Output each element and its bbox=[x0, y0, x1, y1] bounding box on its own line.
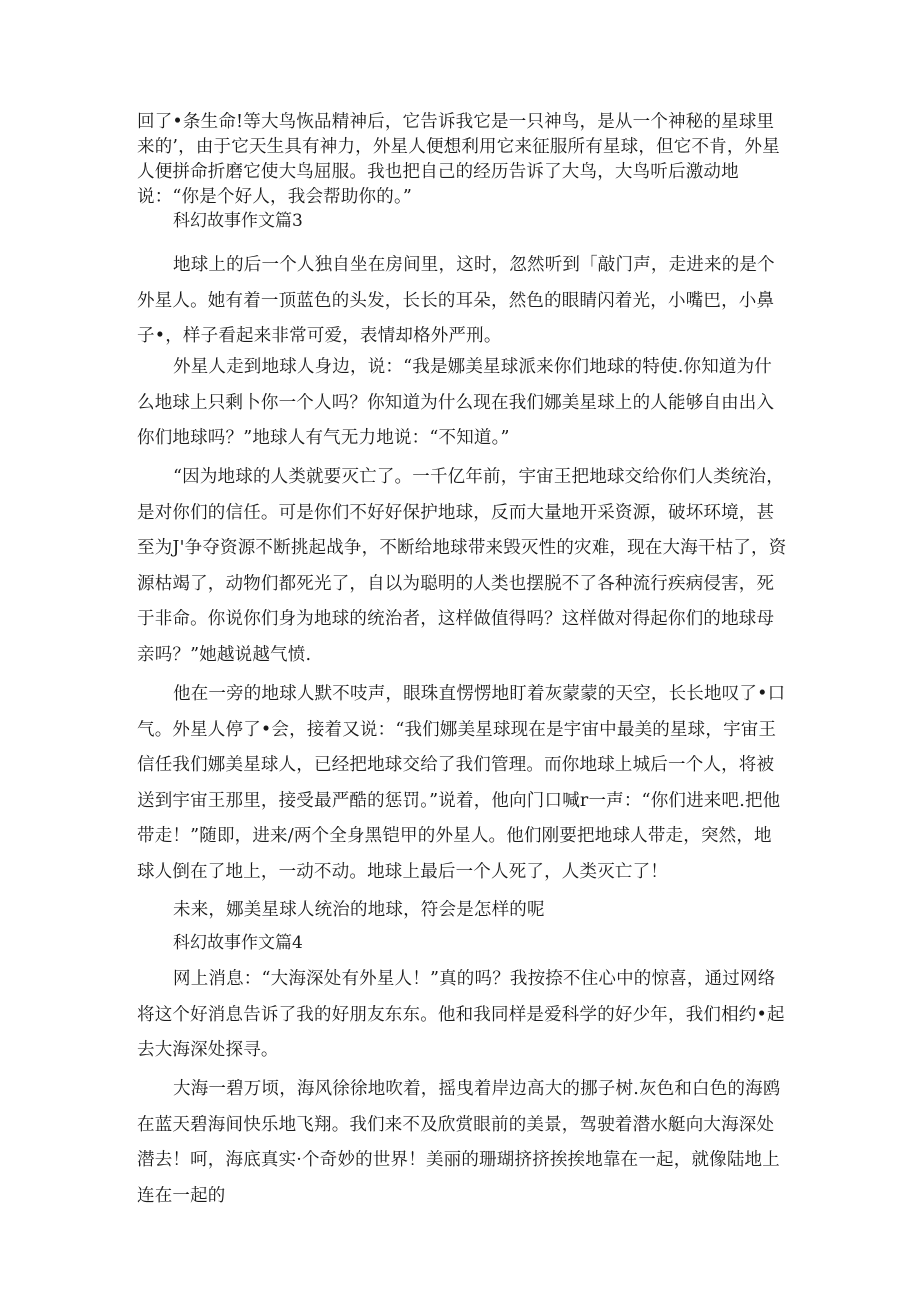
paragraph-ocean-dive: 大海一碧万顷，海风徐徐地吹着，摇曳着岸边高大的挪子树.灰色和白色的海鸥在蓝天碧海间快乐地飞翔。我们来不及欣赏眼前的美景，驾驶着潜水艇向大海深处潜去！呵，海底真实·个奇妙的世界！美丽的珊瑚挤挤挨挨地靠在一起，就像陆地上连在一起的 bbox=[137, 1079, 781, 1206]
paragraph-last-earthling: 地球上的后一个人独自坐在房间里，这时，忽然听到「敲门声，走进来的是个外星人。她有着一顶蓝色的头发，长长的耳朵，然色的眼睛闪着光，小嘴巴，小鼻子•，样子看起来非常可爱，表情却格外严刑。 bbox=[137, 255, 775, 346]
section-heading-essay-4: 科幻故事作文篇4 bbox=[173, 933, 303, 953]
paragraph-future-question: 未来，娜美星球人统治的地球，符会是怎样的呢 bbox=[173, 900, 545, 920]
section-heading-essay-3: 科幻故事作文篇3 bbox=[173, 211, 303, 231]
paragraph-human-extinction: 他在一旁的地球人默不吱声，眼珠直愣愣地盯着灰蒙蒙的天空，长长地叹了•口气。外星人停了•会，接着又说：“我们娜美星球现在是宇宙中最美的星球，宇宙王信任我们娜美星球人，已经把地球交给了我们管理。而你地球上城后一个人，将被送到宇宙王那里，接受最严酷的惩罚。”说着，他向门口喊r一声：“你们进来吧.把他带走！”随即，进来/两个全身黑铠甲的外星人。他们刚要把地球人带走，突然，地球人倒在了地上，一动不动。地球上最后一个人死了，人类灭亡了！ bbox=[137, 684, 786, 882]
paragraph-alien-speech: “因为地球的人类就要灭亡了。一千亿年前，宇宙王把地球交给你们人类统治，是对你们的信任。可是你们不好好保护地球，反而大量地开采资源，破坏环境，甚至为J'争夺资源不断挑起战争，不断给地球带来毁灭性的灾难，现在大海干枯了，资源枯竭了，动物们都死光了，自以为聪明的人类也摆脱不了各种流行疾病侵害，死于非命。你说你们身为地球的统治者，这样做值得吗？这样做对得起你们的地球母亲吗？”她越说越气愤. bbox=[137, 467, 787, 665]
paragraph-bird-story-ending: 回了•条生命!等大鸟恢品精神后，它告诉我它是一只神鸟，是从一个神秘的星球里来的’，由于它天生具有神力，外星人便想利用它来征服所有星球，但它不肯，外星人便拼命折磨它使大鸟屈服。我也把自己的经历告诉了大鸟，大鸟听后激动地说：“你是个好人，我会帮助你的。” bbox=[137, 112, 780, 207]
paragraph-alien-envoy: 外星人走到地球人身边，说：“我是娜美星球派来你们地球的特使.你知道为什么地球上只剩卜你一个人吗？你知道为什么现在我们娜美星球上的人能够自由出入你们地球吗？”地球人有气无力地说：“不知道。” bbox=[137, 357, 775, 448]
paragraph-online-news: 网上消息：“大海深处有外星人！”真的吗？我按捺不住心中的惊喜，通过网络将这个好消息告诉了我的好朋友东东。他和我同样是爱科学的好少年，我们相约•起去大海深处探寻。 bbox=[137, 969, 785, 1060]
